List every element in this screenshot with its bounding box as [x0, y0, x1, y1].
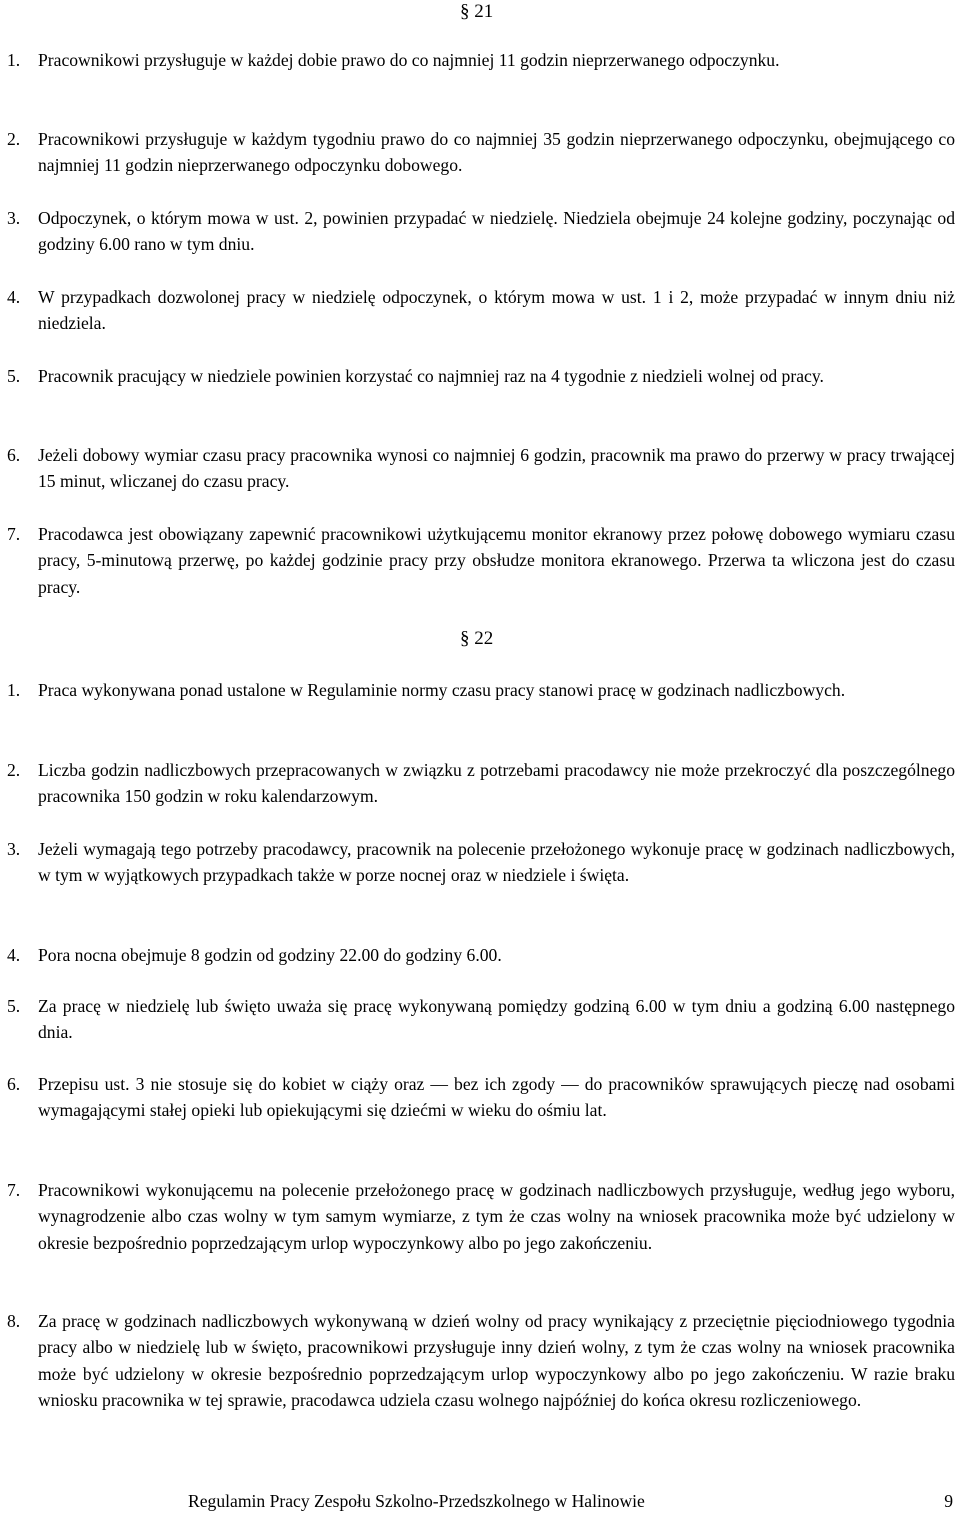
paragraph-text: Pora nocna obejmuje 8 godzin od godziny 22.00 do godziny 6.00.	[38, 945, 502, 965]
paragraph-text: Za pracę w godzinach nadliczbowych wykonywaną w dzień wolny od pracy wynikający z przeciętnie pięciodniowego tygodnia pracy albo w niedzielę lub w święto, pracownikowi przysługuje inny dzień wolny, z tym że czas wolny na wniosek pracownika może być udzielony w okresie bezpośrednio poprzedzającym urlop wypoczynkowy albo po jego zakończeniu. W razie braku wniosku pracownika w tej sprawie, pracodawca udziela czasu wolnego najpóźniej do końca okresu rozliczeniowego.	[38, 1311, 955, 1410]
paragraph-number: 2.	[7, 760, 21, 780]
paragraph-text: Pracownikowi wykonującemu na polecenie przełożonego pracę w godzinach nadliczbowych przysługuje, według jego wyboru, wynagrodzenie albo czas wolny w tym samym wymiarze, z tym że czas wolny na wniosek pracownika może być udzielony w okresie bezpośrednio poprzedzającym urlop wypoczynkowy albo po jego zakończeniu.	[38, 1180, 955, 1253]
paragraph-21-5	[7, 363, 955, 389]
paragraph-number: 7.	[7, 524, 21, 544]
paragraph-text: Odpoczynek, o którym mowa w ust. 2, powinien przypadać w niedzielę. Niedziela obejmuje 24 kolejne godziny, poczynając od godziny 6.00 rano w tym dniu.	[38, 208, 955, 255]
paragraph-21-6	[7, 442, 955, 495]
paragraph-number: 5.	[7, 366, 21, 386]
paragraph-22-2	[7, 757, 955, 810]
paragraph-22-3	[7, 836, 955, 889]
paragraph-number: 6.	[7, 1074, 21, 1094]
paragraph-21-4	[7, 284, 955, 337]
paragraph-22-4	[7, 942, 955, 968]
paragraph-text: Praca wykonywana ponad ustalone w Regulaminie normy czasu pracy stanowi pracę w godzinach nadliczbowych.	[38, 680, 846, 700]
paragraph-number: 6.	[7, 445, 21, 465]
paragraph-number: 2.	[7, 129, 21, 149]
paragraph-number: 1.	[7, 50, 21, 70]
paragraph-22-7	[7, 1177, 955, 1256]
paragraph-number: 4.	[7, 945, 21, 965]
paragraph-text: Pracodawca jest obowiązany zapewnić pracownikowi użytkującemu monitor ekranowy przez połowę dobowego wymiaru czasu pracy, 5-minutową przerwę, po każdej godzinie pracy przy obsłudze monitora ekranowego. Przerwa ta wliczona jest do czasu pracy.	[38, 524, 955, 597]
paragraph-number: 5.	[7, 996, 21, 1016]
paragraph-21-3	[7, 205, 955, 258]
paragraph-21-2	[7, 126, 955, 179]
paragraph-text: Za pracę w niedzielę lub święto uważa się pracę wykonywaną pomiędzy godziną 6.00 w tym dniu a godziną 6.00 następnego dnia.	[38, 996, 955, 1043]
section-heading-21: § 21	[460, 1, 494, 22]
page-number: 9	[944, 1491, 953, 1511]
paragraph-21-1	[7, 47, 955, 73]
paragraph-21-7	[7, 521, 955, 600]
paragraph-text: W przypadkach dozwolonej pracy w niedzielę odpoczynek, o którym mowa w ust. 1 i 2, może przypadać w innym dniu niż niedziela.	[38, 287, 955, 334]
paragraph-text: Liczba godzin nadliczbowych przepracowanych w związku z potrzebami pracodawcy nie może przekroczyć dla poszczególnego pracownika 150 godzin w roku kalendarzowym.	[38, 760, 955, 807]
paragraph-text: Pracownik pracujący w niedziele powinien korzystać co najmniej raz na 4 tygodnie z niedzieli wolnej od pracy.	[38, 366, 824, 386]
paragraph-22-8	[7, 1308, 955, 1413]
paragraph-text: Jeżeli dobowy wymiar czasu pracy pracownika wynosi co najmniej 6 godzin, pracownik ma prawo do przerwy w pracy trwającej 15 minut, wliczanej do czasu pracy.	[38, 445, 955, 492]
paragraph-text: Pracownikowi przysługuje w każdej dobie prawo do co najmniej 11 godzin nieprzerwanego odpoczynku.	[38, 50, 780, 70]
paragraph-number: 1.	[7, 680, 21, 700]
paragraph-number: 7.	[7, 1180, 21, 1200]
paragraph-number: 3.	[7, 208, 21, 228]
paragraph-22-5	[7, 993, 955, 1046]
footer-title: Regulamin Pracy Zespołu Szkolno-Przedszkolnego w Halinowie	[188, 1491, 645, 1511]
paragraph-text: Jeżeli wymagają tego potrzeby pracodawcy, pracownik na polecenie przełożonego wykonuje pracę w godzinach nadliczbowych, w tym w wyjątkowych przypadkach także w porze nocnej oraz w niedziele i święta.	[38, 839, 955, 886]
paragraph-text: Pracownikowi przysługuje w każdym tygodniu prawo do co najmniej 35 godzin nieprzerwanego odpoczynku, obejmującego co najmniej 11 godzin nieprzerwanego odpoczynku dobowego.	[38, 129, 955, 176]
paragraph-22-1	[7, 677, 955, 703]
section-heading-22: § 22	[460, 628, 494, 649]
paragraph-number: 3.	[7, 839, 21, 859]
paragraph-22-6	[7, 1071, 955, 1124]
paragraph-number: 8.	[7, 1311, 21, 1331]
paragraph-number: 4.	[7, 287, 21, 307]
paragraph-text: Przepisu ust. 3 nie stosuje się do kobiet w ciąży oraz — bez ich zgody — do pracowników sprawujących pieczę nad osobami wymagającymi stałej opieki lub opiekującymi się dziećmi w wieku do ośmiu lat.	[38, 1074, 955, 1121]
